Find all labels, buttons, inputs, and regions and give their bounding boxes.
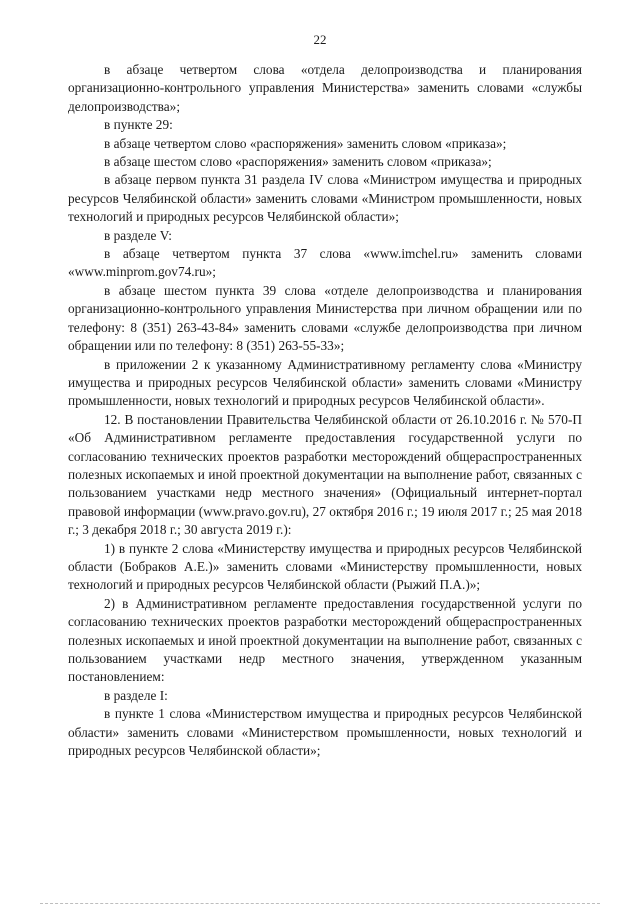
paragraph: в приложении 2 к указанному Административному регламенту слова «Министру имущества и природных ресурсов Челябинской области» заменить словами «Министру промышленности, новых технологий и природных ресурсов Челябинской области». [68, 356, 582, 409]
paragraph: в абзаце шестом пункта 39 слова «отделе делопроизводства и планирования организационно-контрольного управления Министерства при личном обращении или по телефону: 8 (351) 263-43-84» заменить словами «службе делопроизводства при личном обращении или по телефону: 8 (351) 263-55-33»; [68, 282, 582, 354]
paragraph: 2) в Административном регламенте предоставления государственной услуги по согласованию технических проектов разработки месторождений общераспространенных полезных ископаемых и иной проектной документации на выполнение работ, связанных с пользованием участками недр местного значения, утвержденном указанным постановлением: [68, 595, 582, 685]
paragraph: 1) в пункте 2 слова «Министерству имущества и природных ресурсов Челябинской области (Бобраков А.Е.)» заменить словами «Министерству промышленности, новых технологий и природных ресурсов Челябинской области (Рыжий П.А.)»; [68, 540, 582, 593]
paragraph: в разделе V: [104, 227, 173, 243]
page-number: 22 [313, 32, 327, 47]
paragraph: в абзаце первом пункта 31 раздела IV слова «Министром имущества и природных ресурсов Челябинской области» заменить словами «Министром промышленности, новых технологий и природных ресурсов Челябинской области»; [68, 172, 582, 225]
paragraph: в абзаце четвертом пункта 37 слова «www.imchel.ru» заменить словами «www.minprom.gov74.ru»; [68, 246, 582, 280]
paragraph: в пункте 1 слова «Министерством имущества и природных ресурсов Челябинской области» заменить словами «Министерством промышленности, новых технологий и природных ресурсов Челябинской области»; [68, 706, 582, 759]
document-body [68, 61, 582, 760]
page-bottom-edge [40, 903, 600, 904]
paragraph: в абзаце четвертом слова «отдела делопроизводства и планирования организационно-контрольного управления Министерства» заменить словами «службы делопроизводства»; [68, 62, 582, 114]
paragraph: в абзаце шестом слово «распоряжения» заменить словом «приказа»; [104, 154, 492, 170]
paragraph: 12. В постановлении Правительства Челябинской области от 26.10.2016 г. № 570-П «Об Административном регламенте предоставления государственной услуги по согласованию технических проектов разработки месторождений общераспространенных полезных ископаемых и иной проектной документации на выполнение работ, связанных с пользованием участками недр местного значения» (Официальный интернет-портал правовой информации (www.pravo.gov.ru), 27 октября 2016 г.; 19 июля 2017 г.; 25 мая 2018 г.; 3 декабря 2018 г.; 30 августа 2019 г.): [68, 411, 582, 538]
paragraph: в пункте 29: [104, 117, 173, 133]
paragraph: в абзаце четвертом слово «распоряжения» заменить словом «приказа»; [104, 135, 507, 151]
paragraph: в разделе I: [104, 687, 168, 703]
